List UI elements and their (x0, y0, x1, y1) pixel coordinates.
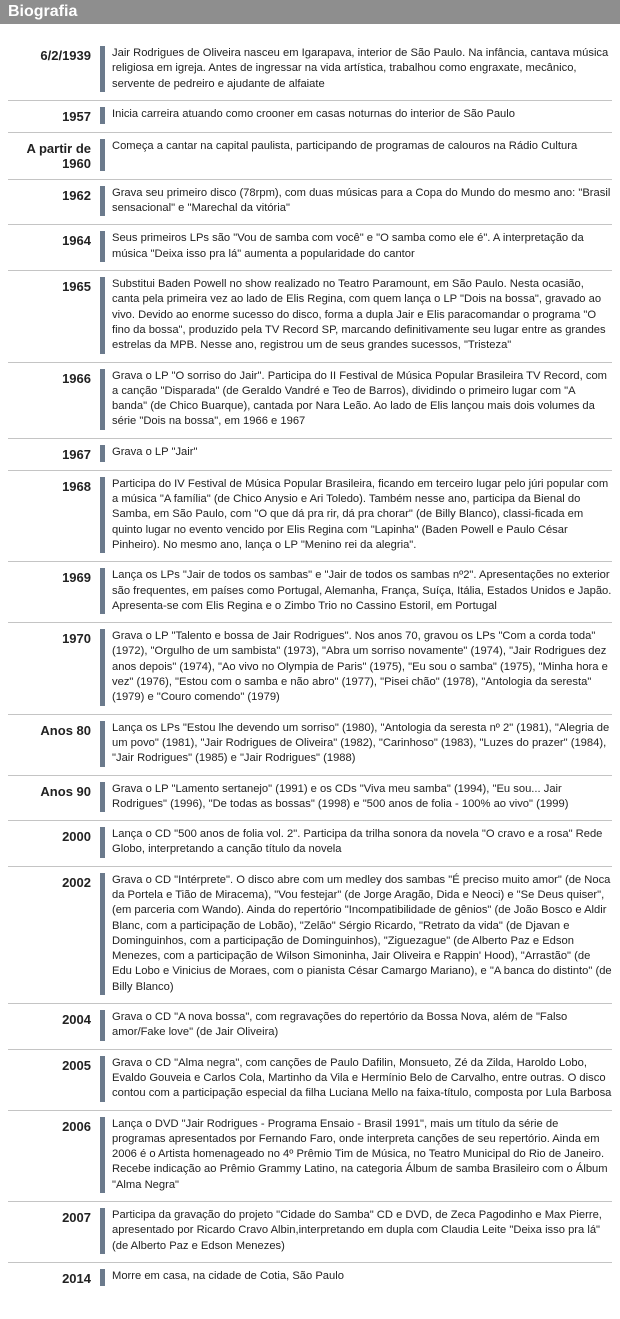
section-header (0, 0, 620, 24)
entry-year: 1969 (62, 570, 91, 586)
entry-text: Grava o LP "O sorriso do Jair". Participa do II Festival de Música Popular Brasileira TV Record, com a canção "Disparada" (de Geraldo Vandré e Teo de Barros), dividindo o primeiro lugar com "A banda" (de Chico Buarque), cantada por Nara Leão. Ao lado de Elis lançou mais dois volumes da série "Dois na bossa", em 1966 e 1967 (112, 369, 608, 428)
entry-bar (100, 629, 105, 705)
entry-text: Inicia carreira atuando como crooner em casas noturnas do interior de São Paulo (112, 107, 515, 120)
timeline-entry (8, 776, 612, 822)
timeline-entry (8, 562, 612, 623)
entry-year: 2006 (62, 1118, 91, 1134)
entry-text: Começa a cantar na capital paulista, participando de programas de calouros na Rádio Cultura (112, 139, 578, 152)
entry-bar (100, 186, 105, 217)
timeline-entry (8, 471, 612, 562)
timeline-entry (8, 867, 612, 1004)
entry-text: Lança o CD "500 anos de folia vol. 2". Participa da trilha sonora da novela "O cravo e a rosa" Rede Globo, interpretando a canção título da novela (112, 828, 603, 856)
entry-year: 1968 (62, 478, 91, 494)
timeline-entry (8, 439, 612, 471)
timeline-entry (8, 623, 612, 714)
entry-bar (100, 139, 105, 171)
entry-bar (100, 827, 105, 858)
entry-bar (100, 1056, 105, 1102)
entry-year: 1965 (62, 279, 91, 295)
entry-text: Morre em casa, na cidade de Cotia, São Paulo (112, 1269, 344, 1282)
entry-text: Grava o LP "Jair" (112, 445, 198, 458)
entry-year: 1967 (62, 446, 91, 462)
entry-text: Grava o CD "A nova bossa", com regravações do repertório da Bossa Nova, além de "Falso amor/Fake love" (de Jair Oliveira) (112, 1011, 568, 1039)
entry-bar (100, 46, 105, 92)
entry-text: Lança os LPs "Jair de todos os sambas" e "Jair de todos os sambas nº2". Apresentações no exterior são frequentes, em países como Portugal, Alemanha, França, Suíça, Itália, Estados Unidos e Japão. Apresenta-se com Elis Regina e o Zimbo Trio no Cassino Estoril, em Portugal (112, 569, 612, 612)
entry-year: Anos 90 (40, 783, 91, 799)
timeline (0, 24, 620, 1294)
timeline-entry (8, 225, 612, 271)
entry-text: Grava o LP "Talento e bossa de Jair Rodrigues". Nos anos 70, gravou os LPs "Com a corda toda" (1972), "Orgulho de um sambista" (1973), "Abra um sorriso novamente" (1974), "Jair Rodrigues dez anos depois" (1974), "Ao vivo no Olympia de Paris" (1975), "Eu sou o samba" (1975), "Minha hora e vez" (1976), "Estou com o samba e não abro" (1977), "Pisei chão" (1978), "Antologia da seresta" (1979) e "Couro comendo" (1979) (112, 630, 608, 704)
entry-text: Grava o LP "Lamento sertanejo" (1991) e os CDs "Viva meu samba" (1994), "Eu sou... Jair Rodrigues" (1996), "De todas as bossas" (1998) e "500 anos de folia - 100% ao vivo" (1999) (112, 782, 569, 810)
timeline-entry (8, 363, 612, 439)
entry-bar (100, 477, 105, 553)
timeline-entry (8, 1004, 612, 1050)
entry-bar (100, 782, 105, 813)
entry-year: 2007 (62, 1210, 91, 1226)
entry-text: Grava o CD "Alma negra", com canções de Paulo Dafilin, Monsueto, Zé da Zilda, Haroldo Lobo, Evaldo Gouveia e Carlos Cola, Martinho da Vila e Hermínio Belo de Carvalho, entre outras. O disco contou com a participação especial da filha Luciana Mello na faixa-título, composta por Lula Barbosa (112, 1056, 612, 1100)
entry-bar (100, 873, 105, 995)
timeline-entry (8, 715, 612, 776)
entry-year: 2004 (62, 1012, 91, 1028)
timeline-entry (8, 101, 612, 133)
timeline-entry (8, 180, 612, 226)
timeline-entry (8, 1263, 612, 1294)
entry-bar (100, 231, 105, 262)
entry-text: Substitui Baden Powell no show realizado no Teatro Paramount, em São Paulo. Nesta ocasião, canta pela primeira vez ao lado de Elis Regina, com quem lança o LP "Dois na bossa", gravado ao vivo. Devido ao enorme sucesso do disco, forma a dupla Jair e Elis paracomandar o programa "O fino da bossa", produzido pela TV Record SP, marcando definitivamente seu lugar entre as grandes estrelas da MPB. Nesse ano, registrou um de seus grandes sucessos, "Tristeza" (112, 278, 606, 352)
entry-text: Lança o DVD "Jair Rodrigues - Programa Ensaio - Brasil 1991", mais um título da série de programas apresentados por Fernando Faro, onde interpreta canções de seu repertório. Ainda em 2006 é o Artista homenageado no 4º Prêmio Tim de Música, no Teatro Municipal do Rio de Janeiro. Recebe indicação ao Prêmio Grammy Latino, na categoria Álbum de samba Brasileiro com o Álbum "Alma Negra" (112, 1117, 608, 1191)
entry-text: Jair Rodrigues de Oliveira nasceu em Igarapava, interior de São Paulo. Na infância, cantava música religiosa em igreja. Antes de ingressar na vida artística, trabalhou como engraxate, mecânico, servente de pedreiro e ajudante de alfaiate (112, 47, 609, 90)
entry-year: 2005 (62, 1057, 91, 1073)
timeline-entry (8, 133, 612, 180)
entry-year: 1970 (62, 631, 91, 647)
entry-year: 1957 (62, 108, 91, 124)
entry-text: Grava o CD "Intérprete". O disco abre com um medley dos sambas "É preciso muito amor" (de Noca da Portela e Tião de Miracema), "Vou festejar" (de Jorge Aragão, Dida e Neoci) e "Se Deus quiser", (em parceria com Wando). Ainda do repertório "Incompatibilidade de gênios" (de João Bosco e Aldir Blanc, com a participação de Lobão), "Zelão" Sérgio Ricardo, "Retrato da vida" (de Djavan e Dominguinhos, com a participação de Dominguinhos), "Ziguezague" (de Alberto Paz e Edson Menezes, com a participação de Wilson Simoninha, Jair Oliveira e Rappin' Hood), "Arrastão" (de Edu Lobo e Vinicius de Moraes, com o pianista César Camargo Mariano), e "A banca do distinto" (de Billy Blanco) (112, 873, 612, 993)
entry-year: 2002 (62, 874, 91, 890)
entry-year: 1966 (62, 370, 91, 386)
entry-bar (100, 277, 105, 353)
entry-bar (100, 1010, 105, 1041)
entry-year: 1962 (62, 187, 91, 203)
timeline-entry (8, 40, 612, 101)
entry-bar (100, 1269, 105, 1286)
entry-bar (100, 1208, 105, 1254)
timeline-entry (8, 821, 612, 867)
entry-year: A partir de 1960 (26, 140, 91, 171)
timeline-entry (8, 1111, 612, 1202)
entry-bar (100, 568, 105, 614)
section-title: Biografia (8, 3, 78, 20)
entry-bar (100, 1117, 105, 1193)
entry-text: Seus primeiros LPs são "Vou de samba com você" e "O samba como ele é". A interpretação da música "Deixa isso pra lá" aumenta a popularidade do cantor (112, 232, 584, 260)
entry-text: Lança os LPs "Estou lhe devendo um sorriso" (1980), "Antologia da seresta nº 2" (1981), "Alegria de um povo" (1981), "Jair Rodrigues de Oliveira" (1982), "Carinhoso" (1983), "Luzes do prazer" (1984), "Jair Rodrigues" (1985) e "Jair Rodrigues" (1988) (112, 721, 610, 765)
entry-year: 1964 (62, 233, 91, 249)
entry-bar (100, 445, 105, 462)
entry-text: Participa da gravação do projeto "Cidade do Samba" CD e DVD, de Zeca Pagodinho e Max Pierre, apresentado por Ricardo Cravo Albin,interpretando em dupla com Claudia Leite "Deixa isso pra lá" (de Alberto Paz e Edson Menezes) (112, 1209, 602, 1252)
timeline-entry (8, 1050, 612, 1111)
entry-year: 6/2/1939 (40, 48, 91, 63)
entry-year: Anos 80 (40, 722, 91, 738)
entry-bar (100, 369, 105, 430)
entry-text: Grava seu primeiro disco (78rpm), com duas músicas para a Copa do Mundo do mesmo ano: "Brasil sensacional" e "Marechal da vitória" (112, 186, 611, 215)
entry-year: 2014 (62, 1270, 91, 1286)
timeline-entry (8, 1202, 612, 1263)
entry-year: 2000 (62, 829, 91, 845)
entry-bar (100, 107, 105, 124)
entry-bar (100, 721, 105, 767)
timeline-entry (8, 271, 612, 362)
entry-text: Participa do IV Festival de Música Popular Brasileira, ficando em terceiro lugar pelo júri popular com a música "A família" (de Chico Anysio e Ari Toledo). Também nesse ano, participa da Bienal do Samba, em São Paulo, com "O que dá pra rir, dá pra chorar" (de Billy Blanco), classi-ficada em quinto lugar no evento vencido por Elis Regina com "Lapinha" (Baden Powell e Paulo César Pinheiro). No mesmo ano, lança o LP "Menino rei da alegria". (112, 477, 609, 551)
